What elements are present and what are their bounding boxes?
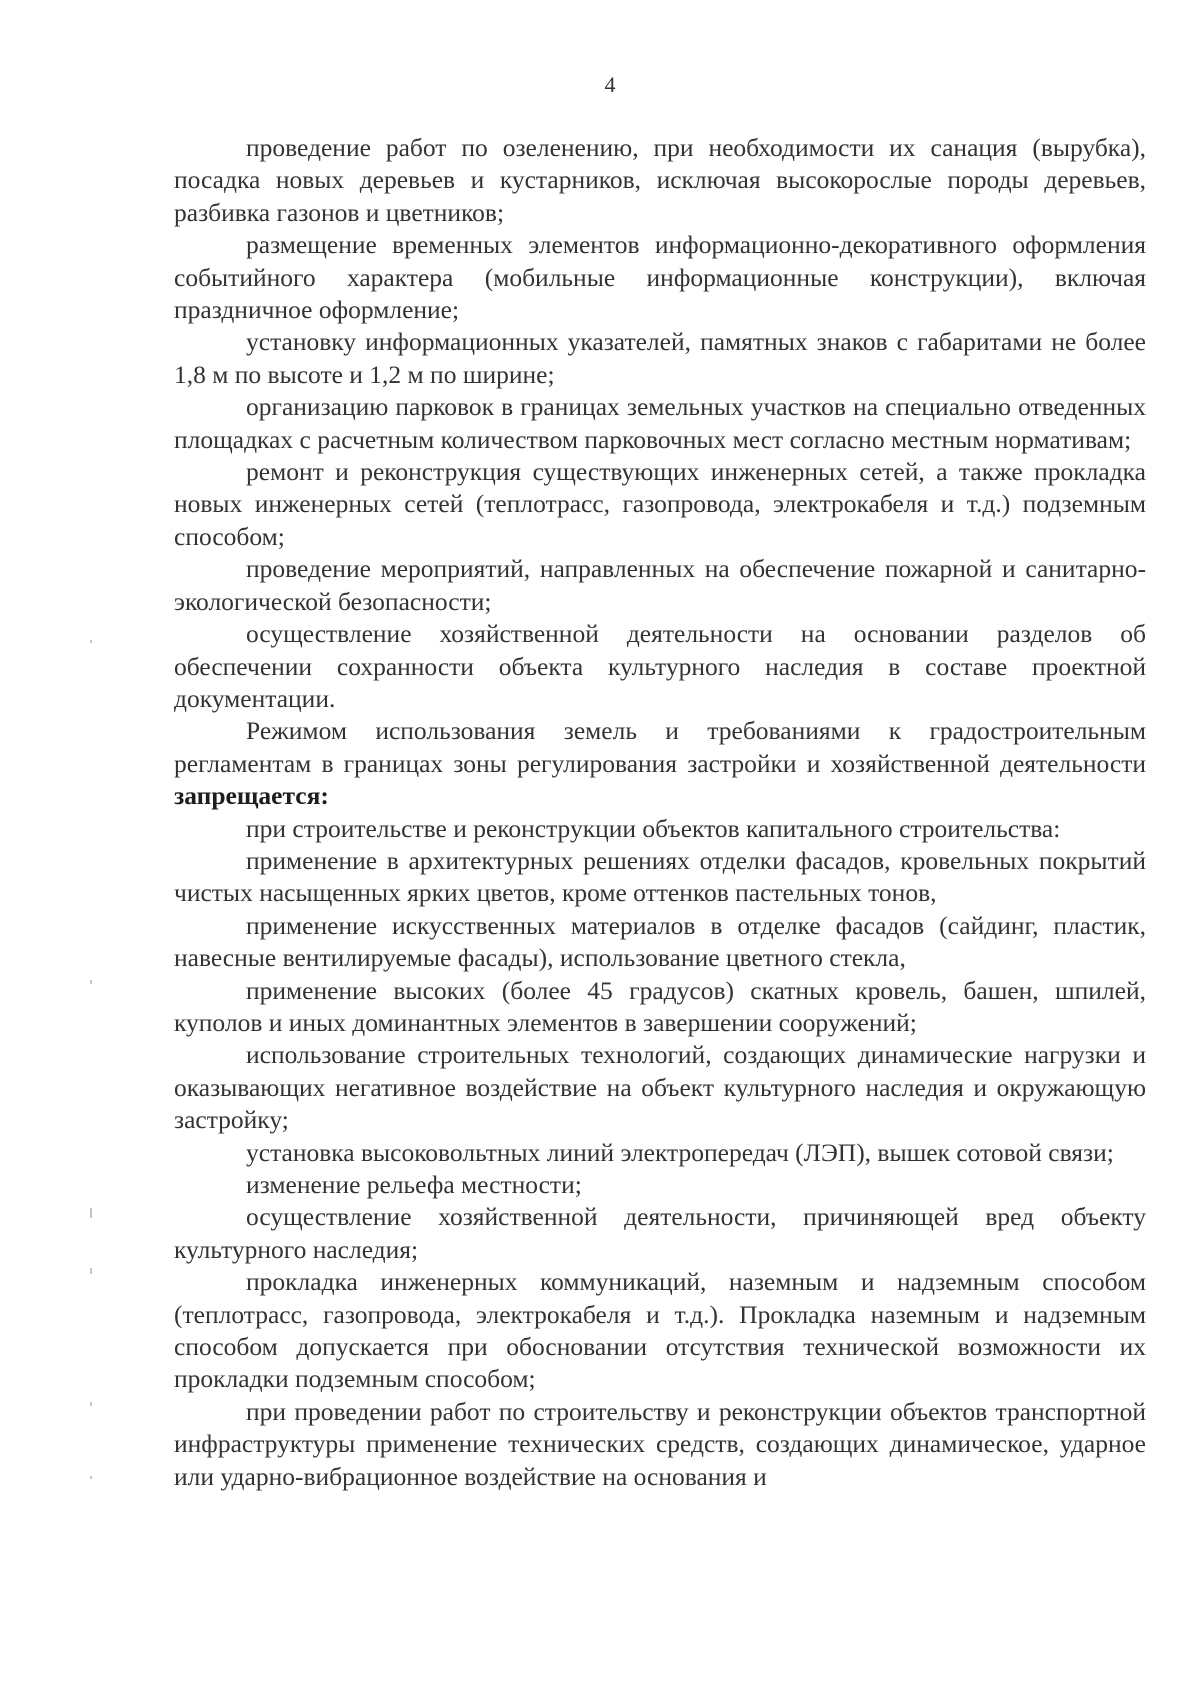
document-body [174, 132, 1146, 1493]
paragraph [174, 326, 1146, 391]
page-number: 4 [604, 72, 616, 97]
paragraph-text: при проведении работ по строительству и реконструкции объектов транспортной инфраструктуры применение технических средств, создающих динамическое, ударное или ударно-вибрационное воздействие на основания и [174, 1396, 1146, 1491]
paragraph [174, 391, 1146, 456]
paragraph-text: при строительстве и реконструкции объектов капитального строительства: [246, 813, 1061, 843]
paragraph [174, 456, 1146, 553]
scan-mark [90, 1208, 92, 1218]
paragraph [174, 618, 1146, 715]
scan-mark [90, 640, 92, 643]
paragraph-text: организацию парковок в границах земельных участков на специально отведенных площадках с расчетным количеством парковочных мест согласно местным нормативам; [174, 392, 1146, 454]
paragraph-text: установку информационных указателей, памятных знаков с габаритами не более 1,8 м по высоте и 1,2 м по ширине; [174, 327, 1146, 389]
scan-mark [90, 1402, 92, 1406]
paragraph-text: изменение рельефа местности; [246, 1170, 582, 1199]
paragraph [174, 813, 1146, 845]
paragraph-text: применение в архитектурных решениях отделки фасадов, кровельных покрытий чистых насыщенных ярких цветов, кроме оттенков пастельных тонов, [174, 845, 1146, 908]
paragraph-text: осуществление хозяйственной деятельности на основании разделов об обеспечении сохранности объекта культурного наследия в составе проектной документации. [174, 619, 1146, 713]
paragraph-text: применение искусственных материалов в отделке фасадов (сайдинг, пластик, навесные вентилируемые фасады), использование цветного стекла, [174, 910, 1146, 973]
paragraph [174, 1396, 1146, 1493]
scan-mark [90, 1268, 92, 1274]
paragraph-text: применение высоких (более 45 градусов) скатных кровель, башен, шпилей, куполов и иных доминантных элементов в завершении сооружений; [174, 975, 1146, 1037]
paragraph [174, 975, 1146, 1040]
scan-mark [90, 1476, 92, 1479]
paragraph-text: размещение временных элементов информационно-декоративного оформления событийного характера (мобильные информационные конструкции), включая праздничное оформление; [174, 230, 1146, 325]
scan-mark [90, 980, 92, 984]
paragraph-bold-text: запрещается: [174, 781, 329, 811]
paragraph-text: проведение мероприятий, направленных на обеспечение пожарной и санитарно-экологической безопасности; [174, 554, 1146, 616]
paragraph-text: Режимом использования земель и требованиями к градостроительным регламентам в границах зоны регулирования застройки и хозяйственной деятельности [174, 716, 1146, 778]
paragraph [174, 715, 1146, 812]
paragraph [174, 229, 1146, 326]
paragraph [174, 553, 1146, 618]
paragraph-text: установка высоковольтных линий электропередач (ЛЭП), вышек сотовой связи; [246, 1137, 1114, 1167]
paragraph-text: проведение работ по озеленению, при необходимости их санация (вырубка), посадка новых деревьев и кустарников, исключая высокорослые породы деревьев, разбивка газонов и цветников; [174, 133, 1146, 227]
paragraph [174, 1039, 1146, 1136]
paragraph [174, 1201, 1146, 1266]
paragraph-text: ремонт и реконструкция существующих инженерных сетей, а также прокладка новых инженерных сетей (теплотрасс, газопровода, электрокабеля и т.д.) подземным способом; [174, 457, 1146, 551]
paragraph [174, 1266, 1146, 1396]
paragraph-text: использование строительных технологий, создающих динамические нагрузки и оказывающих негативное воздействие на объект культурного наследия и окружающую застройку; [174, 1040, 1146, 1135]
paragraph [174, 1169, 1146, 1201]
paragraph-text: прокладка инженерных коммуникаций, наземным и надземным способом (теплотрасс, газопровода, электрокабеля и т.д.). Прокладка наземным и надземным способом допускается при обосновании отсутствия технической возможности их прокладки подземным способом; [174, 1267, 1146, 1394]
paragraph [174, 132, 1146, 229]
paragraph [174, 910, 1146, 975]
paragraph [174, 1137, 1146, 1169]
paragraph-text: осуществление хозяйственной деятельности, причиняющей вред объекту культурного наследия; [174, 1202, 1146, 1264]
paragraph [174, 845, 1146, 910]
